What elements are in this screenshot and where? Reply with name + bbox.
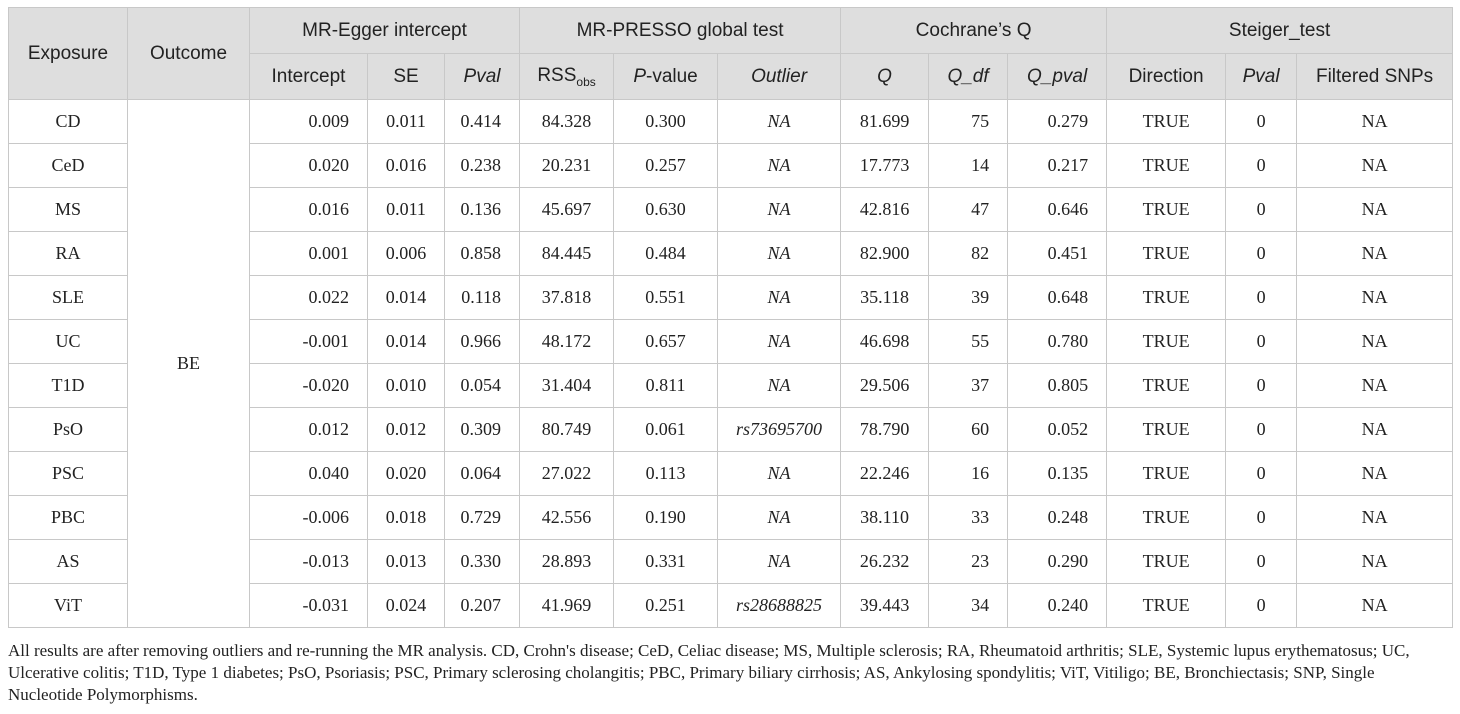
cell-p: 0.113: [614, 452, 718, 496]
cell-spval: 0: [1226, 188, 1297, 232]
header-se: SE: [368, 54, 445, 100]
cell-qdf: 55: [929, 320, 1008, 364]
cell-pval: 0.064: [445, 452, 520, 496]
cell-outlier: NA: [718, 320, 841, 364]
table-footnote: All results are after removing outliers and re-running the MR analysis. CD, Crohn's disease; CeD, Celiac disease; MS, Multiple sclerosis; RA, Rheumatoid arthritis; SLE, Systemic lupus erythematosus; UC, Ulcerative colitis; T1D, Type 1 diabetes; PsO, Psoriasis; PSC, Primary sclerosing cholangitis; PBC, Primary biliary cirrhosis; AS, Ankylosing spondylitis; ViT, Vitiligo; BE, Bronchiectasis; SNP, Single Nucleotide Polymorphisms.: [8, 641, 1410, 704]
cell-exposure: PsO: [9, 408, 128, 452]
cell-rss: 27.022: [520, 452, 614, 496]
cell-rss: 80.749: [520, 408, 614, 452]
cell-filtered: NA: [1297, 188, 1453, 232]
cell-intercept: 0.001: [250, 232, 368, 276]
cell-dir: TRUE: [1107, 100, 1226, 144]
cell-pval: 0.309: [445, 408, 520, 452]
cell-outlier: NA: [718, 496, 841, 540]
header-group-mr-egger: MR-Egger intercept: [250, 8, 520, 54]
cell-se: 0.006: [368, 232, 445, 276]
cell-spval: 0: [1226, 364, 1297, 408]
cell-se: 0.018: [368, 496, 445, 540]
cell-filtered: NA: [1297, 100, 1453, 144]
header-p-value: [614, 54, 718, 100]
outcome-cell: BE: [128, 100, 250, 628]
cell-intercept: 0.009: [250, 100, 368, 144]
cell-filtered: NA: [1297, 364, 1453, 408]
cell-intercept: -0.006: [250, 496, 368, 540]
cell-intercept: -0.013: [250, 540, 368, 584]
cell-q: 26.232: [841, 540, 929, 584]
cell-rss: 41.969: [520, 584, 614, 628]
cell-exposure: PSC: [9, 452, 128, 496]
cell-se: 0.010: [368, 364, 445, 408]
cell-p: 0.300: [614, 100, 718, 144]
header-pval: Pval: [445, 54, 520, 100]
cell-dir: TRUE: [1107, 584, 1226, 628]
cell-pval: 0.054: [445, 364, 520, 408]
table-row: [9, 100, 1453, 144]
cell-intercept: 0.040: [250, 452, 368, 496]
cell-qdf: 37: [929, 364, 1008, 408]
cell-dir: TRUE: [1107, 144, 1226, 188]
cell-dir: TRUE: [1107, 496, 1226, 540]
cell-q: 46.698: [841, 320, 929, 364]
cell-dir: TRUE: [1107, 540, 1226, 584]
cell-p: 0.251: [614, 584, 718, 628]
cell-outlier: NA: [718, 100, 841, 144]
cell-se: 0.013: [368, 540, 445, 584]
cell-qpval: 0.648: [1008, 276, 1107, 320]
cell-filtered: NA: [1297, 584, 1453, 628]
cell-q: 42.816: [841, 188, 929, 232]
cell-intercept: -0.031: [250, 584, 368, 628]
cell-filtered: NA: [1297, 320, 1453, 364]
header-group-mr-presso: MR-PRESSO global test: [520, 8, 841, 54]
cell-qpval: 0.240: [1008, 584, 1107, 628]
cell-spval: 0: [1226, 496, 1297, 540]
cell-p: 0.484: [614, 232, 718, 276]
cell-rss: 31.404: [520, 364, 614, 408]
cell-qdf: 14: [929, 144, 1008, 188]
cell-outlier: NA: [718, 276, 841, 320]
cell-exposure: MS: [9, 188, 128, 232]
cell-rss: 84.328: [520, 100, 614, 144]
cell-outlier: NA: [718, 144, 841, 188]
cell-rss: 45.697: [520, 188, 614, 232]
cell-qdf: 34: [929, 584, 1008, 628]
cell-q: 78.790: [841, 408, 929, 452]
cell-spval: 0: [1226, 584, 1297, 628]
cell-spval: 0: [1226, 320, 1297, 364]
cell-dir: TRUE: [1107, 408, 1226, 452]
cell-pval: 0.238: [445, 144, 520, 188]
cell-se: 0.020: [368, 452, 445, 496]
cell-pval: 0.729: [445, 496, 520, 540]
cell-filtered: NA: [1297, 144, 1453, 188]
rss-subscript: obs: [576, 74, 596, 89]
cell-dir: TRUE: [1107, 364, 1226, 408]
cell-q: 35.118: [841, 276, 929, 320]
cell-spval: 0: [1226, 276, 1297, 320]
cell-qpval: 0.780: [1008, 320, 1107, 364]
header-rss-obs: [520, 54, 614, 100]
cell-exposure: UC: [9, 320, 128, 364]
table-body: [9, 100, 1453, 628]
header-intercept: Intercept: [250, 54, 368, 100]
cell-se: 0.011: [368, 100, 445, 144]
rss-label: RSS: [537, 64, 577, 86]
cell-pval: 0.414: [445, 100, 520, 144]
cell-outlier: NA: [718, 540, 841, 584]
cell-rss: 84.445: [520, 232, 614, 276]
cell-intercept: 0.012: [250, 408, 368, 452]
cell-q: 22.246: [841, 452, 929, 496]
cell-qdf: 82: [929, 232, 1008, 276]
cell-filtered: NA: [1297, 408, 1453, 452]
cell-p: 0.551: [614, 276, 718, 320]
cell-q: 38.110: [841, 496, 929, 540]
cell-rss: 20.231: [520, 144, 614, 188]
cell-qpval: 0.279: [1008, 100, 1107, 144]
cell-qdf: 47: [929, 188, 1008, 232]
cell-se: 0.016: [368, 144, 445, 188]
cell-filtered: NA: [1297, 452, 1453, 496]
cell-intercept: -0.020: [250, 364, 368, 408]
cell-qpval: 0.290: [1008, 540, 1107, 584]
cell-q: 81.699: [841, 100, 929, 144]
cell-qpval: 0.248: [1008, 496, 1107, 540]
cell-q: 29.506: [841, 364, 929, 408]
cell-outlier: NA: [718, 364, 841, 408]
cell-qdf: 75: [929, 100, 1008, 144]
cell-intercept: 0.020: [250, 144, 368, 188]
cell-intercept: 0.016: [250, 188, 368, 232]
cell-dir: TRUE: [1107, 320, 1226, 364]
cell-exposure: RA: [9, 232, 128, 276]
cell-exposure: AS: [9, 540, 128, 584]
cell-qpval: 0.805: [1008, 364, 1107, 408]
cell-qdf: 60: [929, 408, 1008, 452]
p-value-rest: -value: [646, 65, 698, 87]
cell-se: 0.014: [368, 320, 445, 364]
cell-dir: TRUE: [1107, 452, 1226, 496]
cell-se: 0.024: [368, 584, 445, 628]
results-table: [8, 7, 1453, 628]
header-exposure: Exposure: [9, 8, 128, 100]
cell-se: 0.011: [368, 188, 445, 232]
cell-exposure: PBC: [9, 496, 128, 540]
header-q-pval: Q_pval: [1008, 54, 1107, 100]
header-q-df: Q_df: [929, 54, 1008, 100]
cell-q: 39.443: [841, 584, 929, 628]
cell-filtered: NA: [1297, 540, 1453, 584]
cell-dir: TRUE: [1107, 276, 1226, 320]
cell-pval: 0.858: [445, 232, 520, 276]
cell-qdf: 33: [929, 496, 1008, 540]
cell-rss: 42.556: [520, 496, 614, 540]
cell-pval: 0.136: [445, 188, 520, 232]
cell-filtered: NA: [1297, 276, 1453, 320]
cell-dir: TRUE: [1107, 232, 1226, 276]
cell-p: 0.657: [614, 320, 718, 364]
cell-outlier: rs28688825: [718, 584, 841, 628]
cell-qdf: 16: [929, 452, 1008, 496]
cell-outlier: rs73695700: [718, 408, 841, 452]
cell-filtered: NA: [1297, 496, 1453, 540]
cell-intercept: 0.022: [250, 276, 368, 320]
cell-se: 0.014: [368, 276, 445, 320]
cell-p: 0.630: [614, 188, 718, 232]
cell-qpval: 0.646: [1008, 188, 1107, 232]
cell-p: 0.190: [614, 496, 718, 540]
cell-pval: 0.330: [445, 540, 520, 584]
p-value-p: P: [633, 65, 646, 87]
cell-spval: 0: [1226, 144, 1297, 188]
cell-intercept: -0.001: [250, 320, 368, 364]
cell-qpval: 0.217: [1008, 144, 1107, 188]
cell-pval: 0.207: [445, 584, 520, 628]
header-filtered-snps: Filtered SNPs: [1297, 54, 1453, 100]
cell-se: 0.012: [368, 408, 445, 452]
cell-outlier: NA: [718, 232, 841, 276]
cell-qdf: 39: [929, 276, 1008, 320]
cell-outlier: NA: [718, 452, 841, 496]
cell-spval: 0: [1226, 408, 1297, 452]
cell-dir: TRUE: [1107, 188, 1226, 232]
header-group-steiger: Steiger_test: [1107, 8, 1453, 54]
cell-qpval: 0.135: [1008, 452, 1107, 496]
cell-spval: 0: [1226, 100, 1297, 144]
cell-p: 0.061: [614, 408, 718, 452]
cell-q: 82.900: [841, 232, 929, 276]
header-direction: Direction: [1107, 54, 1226, 100]
header-outcome: Outcome: [128, 8, 250, 100]
cell-pval: 0.966: [445, 320, 520, 364]
cell-qdf: 23: [929, 540, 1008, 584]
cell-pval: 0.118: [445, 276, 520, 320]
cell-rss: 48.172: [520, 320, 614, 364]
cell-p: 0.257: [614, 144, 718, 188]
cell-exposure: CeD: [9, 144, 128, 188]
cell-exposure: T1D: [9, 364, 128, 408]
cell-spval: 0: [1226, 232, 1297, 276]
cell-rss: 28.893: [520, 540, 614, 584]
cell-qpval: 0.451: [1008, 232, 1107, 276]
cell-p: 0.331: [614, 540, 718, 584]
header-group-cochrane-q: Cochrane’s Q: [841, 8, 1107, 54]
table-header: [9, 8, 1453, 100]
cell-q: 17.773: [841, 144, 929, 188]
cell-exposure: ViT: [9, 584, 128, 628]
cell-p: 0.811: [614, 364, 718, 408]
cell-filtered: NA: [1297, 232, 1453, 276]
cell-outlier: NA: [718, 188, 841, 232]
cell-spval: 0: [1226, 540, 1297, 584]
cell-qpval: 0.052: [1008, 408, 1107, 452]
header-outlier: Outlier: [718, 54, 841, 100]
header-steiger-pval: Pval: [1226, 54, 1297, 100]
cell-exposure: SLE: [9, 276, 128, 320]
header-q: Q: [841, 54, 929, 100]
cell-rss: 37.818: [520, 276, 614, 320]
cell-spval: 0: [1226, 452, 1297, 496]
cell-exposure: CD: [9, 100, 128, 144]
